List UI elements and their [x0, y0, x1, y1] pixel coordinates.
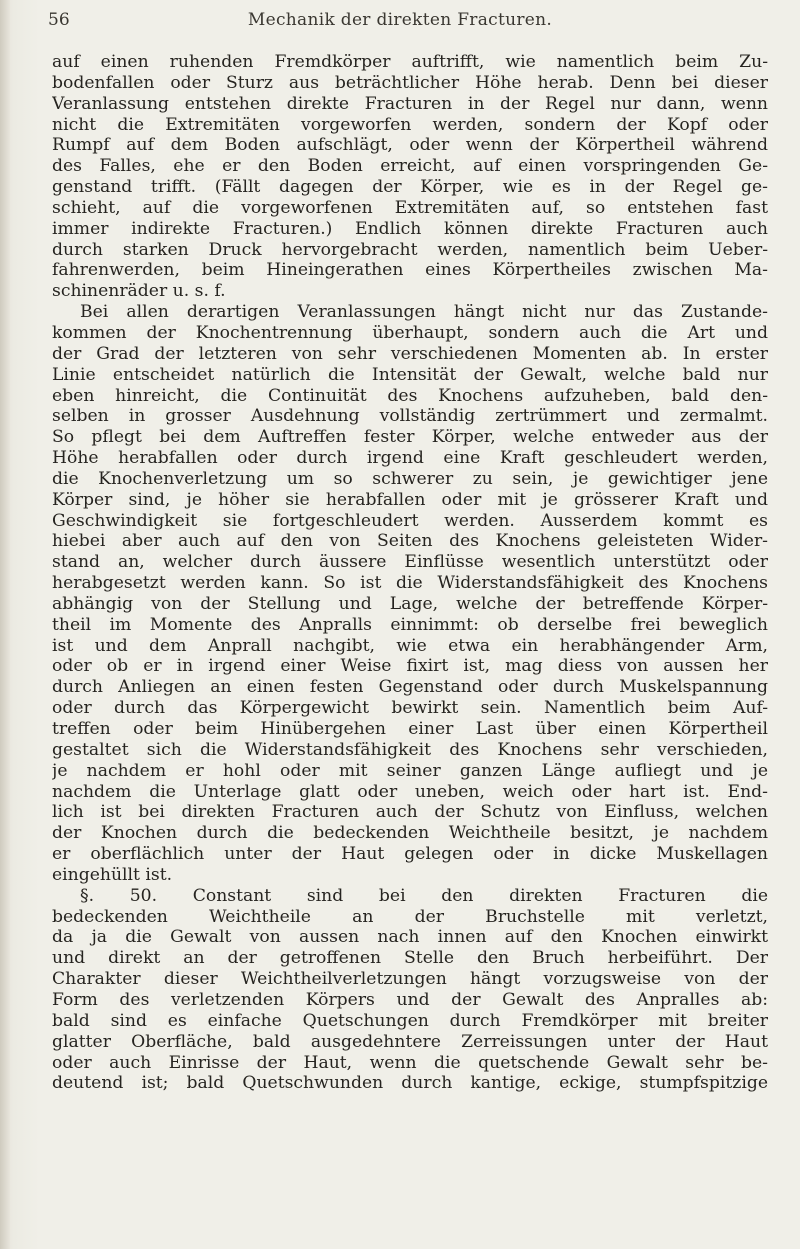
text-line: durch Anliegen an einen festen Gegenstand oder durch Muskelspannung	[52, 677, 768, 698]
text-line: immer indirekte Fracturen.) Endlich können direkte Fracturen auch	[52, 218, 768, 239]
text-line: kommen der Knochentrennung überhaupt, sondern auch die Art und	[52, 322, 768, 343]
text-line: Form des verletzenden Körpers und der Gewalt des Anpralles ab:	[52, 989, 768, 1010]
page-number: 56	[48, 10, 70, 30]
text-line: bodenfallen oder Sturz aus beträchtlicher Höhe herab. Denn bei dieser	[52, 72, 768, 93]
text-line: Charakter dieser Weichtheilverletzungen hängt vorzugsweise von der	[52, 969, 768, 990]
text-line: eingehüllt ist.	[52, 864, 173, 885]
text-line: der Knochen durch die bedeckenden Weichtheile besitzt, je nachdem	[52, 823, 768, 844]
text-line: schinenräder u. s. f.	[52, 281, 226, 302]
text-line: bedeckenden Weichtheile an der Bruchstelle mit verletzt,	[52, 906, 768, 927]
running-title: Mechanik der direkten Fracturen.	[247, 10, 553, 30]
text-line: Bei allen derartigen Veranlassungen hängt nicht nur das Zustande-	[80, 302, 768, 323]
text-line: des Falles, ehe er den Boden erreicht, auf einen vorspringenden Ge-	[52, 156, 768, 177]
body-text	[52, 52, 768, 1094]
text-line: bald sind es einfache Quetschungen durch Fremdkörper mit breiter	[52, 1010, 768, 1031]
text-line: die Knochenverletzung um so schwerer zu sein, je gewichtiger jene	[52, 468, 768, 489]
text-line: da ja die Gewalt von aussen nach innen auf den Knochen einwirkt	[52, 927, 768, 948]
text-line: auf einen ruhenden Fremdkörper auftrifft, wie namentlich beim Zu-	[52, 52, 768, 72]
page-gutter	[0, 0, 10, 1249]
text-line: Geschwindigkeit sie fortgeschleudert werden. Ausserdem kommt es	[52, 510, 768, 531]
text-line: und direkt an der getroffenen Stelle den Bruch herbeiführt. Der	[52, 948, 768, 969]
text-line: er oberflächlich unter der Haut gelegen oder in dicke Muskellagen	[52, 844, 768, 865]
text-line: der Grad der letzteren von sehr verschiedenen Momenten ab. In erster	[52, 343, 768, 364]
text-line: nicht die Extremitäten vorgeworfen werden, sondern der Kopf oder	[52, 114, 768, 135]
text-line: theil im Momente des Anpralls einnimmt: ob derselbe frei beweglich	[52, 614, 768, 635]
page-header	[0, 10, 800, 32]
text-line: hiebei aber auch auf den von Seiten des Knochens geleisteten Wider-	[52, 531, 768, 552]
text-line: eben hinreicht, die Continuität des Knochens aufzuheben, bald den-	[52, 385, 768, 406]
text-line: glatter Oberfläche, bald ausgedehntere Zerreissungen unter der Haut	[52, 1031, 768, 1052]
text-line: abhängig von der Stellung und Lage, welche der betreffende Körper-	[52, 593, 768, 614]
text-line: herabgesetzt werden kann. So ist die Widerstandsfähigkeit des Knochens	[52, 573, 768, 594]
text-line: So pflegt bei dem Auftreffen fester Körper, welche entweder aus der	[52, 427, 768, 448]
text-line: Körper sind, je höher sie herabfallen oder mit je grösserer Kraft und	[52, 489, 768, 510]
text-line: durch starken Druck hervorgebracht werden, namentlich beim Ueber-	[52, 239, 768, 260]
text-line: Linie entscheidet natürlich die Intensität der Gewalt, welche bald nur	[52, 364, 768, 385]
text-line: ist und dem Anprall nachgibt, wie etwa ein herabhängender Arm,	[52, 635, 768, 656]
text-line: genstand trifft. (Fällt dagegen der Körper, wie es in der Regel ge-	[52, 177, 768, 198]
text-line: oder auch Einrisse der Haut, wenn die quetschende Gewalt sehr be-	[52, 1052, 768, 1073]
text-line: lich ist bei direkten Fracturen auch der Schutz von Einfluss, welchen	[52, 802, 768, 823]
text-line: oder ob er in irgend einer Weise fixirt ist, mag diess von aussen her	[52, 656, 768, 677]
text-line: treffen oder beim Hinübergehen einer Last über einen Körpertheil	[52, 719, 768, 739]
text-line: nachdem die Unterlage glatt oder uneben, weich oder hart ist. End-	[52, 781, 768, 802]
text-line: oder durch das Körpergewicht bewirkt sein. Namentlich beim Auf-	[52, 698, 768, 719]
text-line: je nachdem er hohl oder mit seiner ganzen Länge aufliegt und je	[52, 760, 768, 781]
text-line: deutend ist; bald Quetschwunden durch kantige, eckige, stumpfspitzige	[52, 1073, 768, 1094]
text-line: §. 50. Constant sind bei den direkten Fracturen die	[80, 885, 768, 906]
text-line: Veranlassung entstehen direkte Fracturen in der Regel nur dann, wenn	[52, 93, 768, 114]
text-line: Rumpf auf dem Boden aufschlägt, oder wenn der Körpertheil während	[52, 135, 768, 156]
text-line: selben in grosser Ausdehnung vollständig zertrümmert und zermalmt.	[52, 406, 768, 427]
text-line: fahrenwerden, beim Hineingerathen eines Körpertheiles zwischen Ma-	[52, 260, 768, 281]
text-line: stand an, welcher durch äussere Einflüsse wesentlich unterstützt oder	[52, 552, 768, 573]
text-line: Höhe herabfallen oder durch irgend eine Kraft geschleudert werden,	[52, 448, 768, 469]
text-line: gestaltet sich die Widerstandsfähigkeit des Knochens sehr verschieden,	[52, 739, 768, 760]
text-line: schieht, auf die vorgeworfenen Extremitäten auf, so entstehen fast	[52, 197, 768, 218]
